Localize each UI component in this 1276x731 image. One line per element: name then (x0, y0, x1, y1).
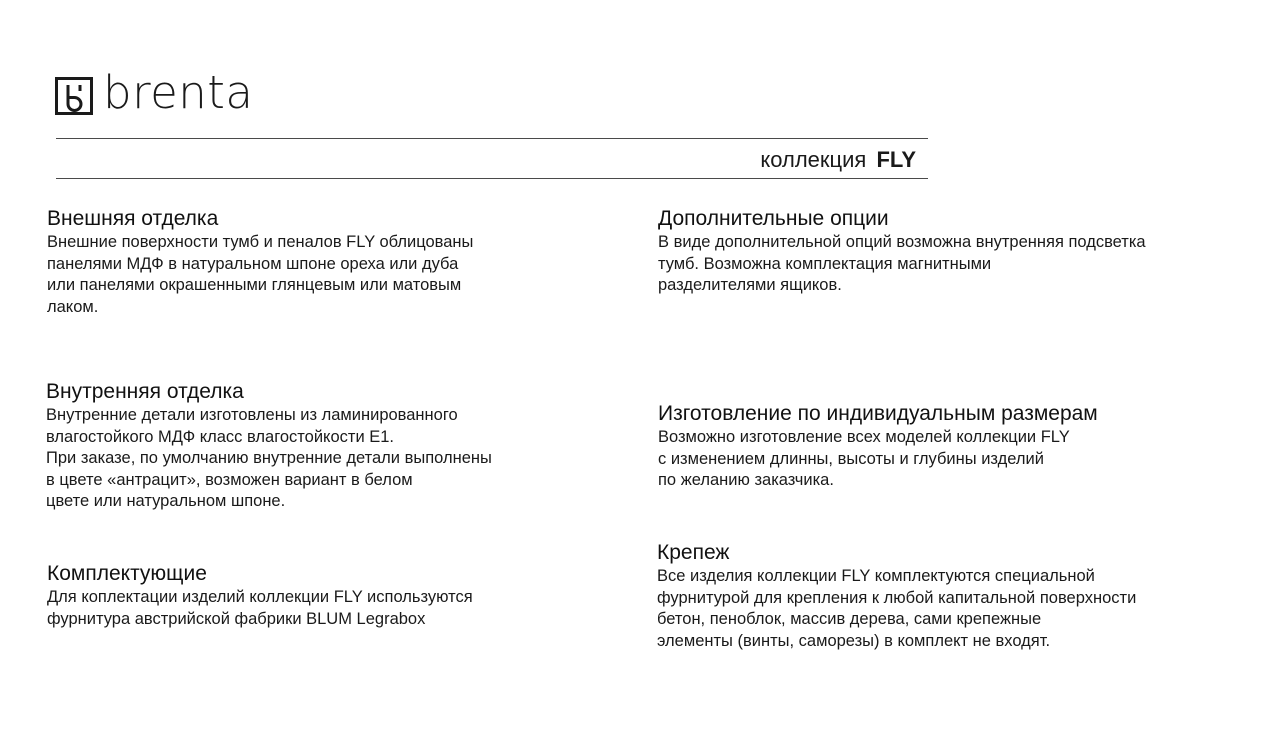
section-fasteners (657, 541, 1257, 652)
collection-title (760, 147, 916, 173)
section-text: Внутренние детали изготовлены из ламинированного влагостойкого МДФ класс влагостойкости Е1. При заказе, по умолчанию внутренние детали выполнены в цвете «антрацит», возможен вариант в белом цвете или натуральном шпоне. (46, 406, 492, 511)
section-text: Внешние поверхности тумб и пеналов FLY облицованы панелями МДФ в натуральном шпоне ореха или дуба или панелями окрашенными глянцевым или матовым лаком. (47, 233, 474, 316)
section-exterior-finish (47, 207, 647, 318)
section-additional-options (658, 207, 1258, 297)
section-text: Для коплектации изделий коллекции FLY используются фурнитура австрийской фабрики BLUM Legrabox (47, 588, 473, 628)
section-title: Внешняя отделка (47, 207, 219, 230)
brand-logo (55, 66, 254, 119)
section-text: Возможно изготовление всех моделей коллекции FLY с изменением длинны, высоты и глубины изделий по желанию заказчика. (658, 428, 1070, 490)
section-text: В виде дополнительной опций возможна внутренняя подсветка тумб. Возможна комплектация магнитными разделителями ящиков. (658, 233, 1146, 295)
header-divider-top (56, 138, 928, 139)
collection-name: FLY (876, 147, 916, 172)
header-divider-bottom (56, 178, 928, 179)
section-title: Дополнительные опции (658, 207, 889, 230)
section-custom-sizes (658, 402, 1258, 492)
section-title: Внутренняя отделка (46, 380, 244, 403)
section-components (47, 562, 647, 630)
section-title: Крепеж (657, 541, 730, 564)
section-title: Изготовление по индивидуальным размерам (658, 402, 1098, 425)
logo-text: brenta (103, 66, 254, 119)
section-text: Все изделия коллекции FLY комплектуются специальной фурнитурой для крепления к любой капитальной поверхности бетон, пеноблок, массив дерева, сами крепежные элементы (винты, саморезы) в комплект не входят. (657, 567, 1137, 650)
brenta-logo-icon (55, 77, 93, 115)
collection-label: коллекция (760, 147, 867, 172)
section-interior-finish (46, 380, 646, 513)
section-title: Комплектующие (47, 562, 207, 585)
